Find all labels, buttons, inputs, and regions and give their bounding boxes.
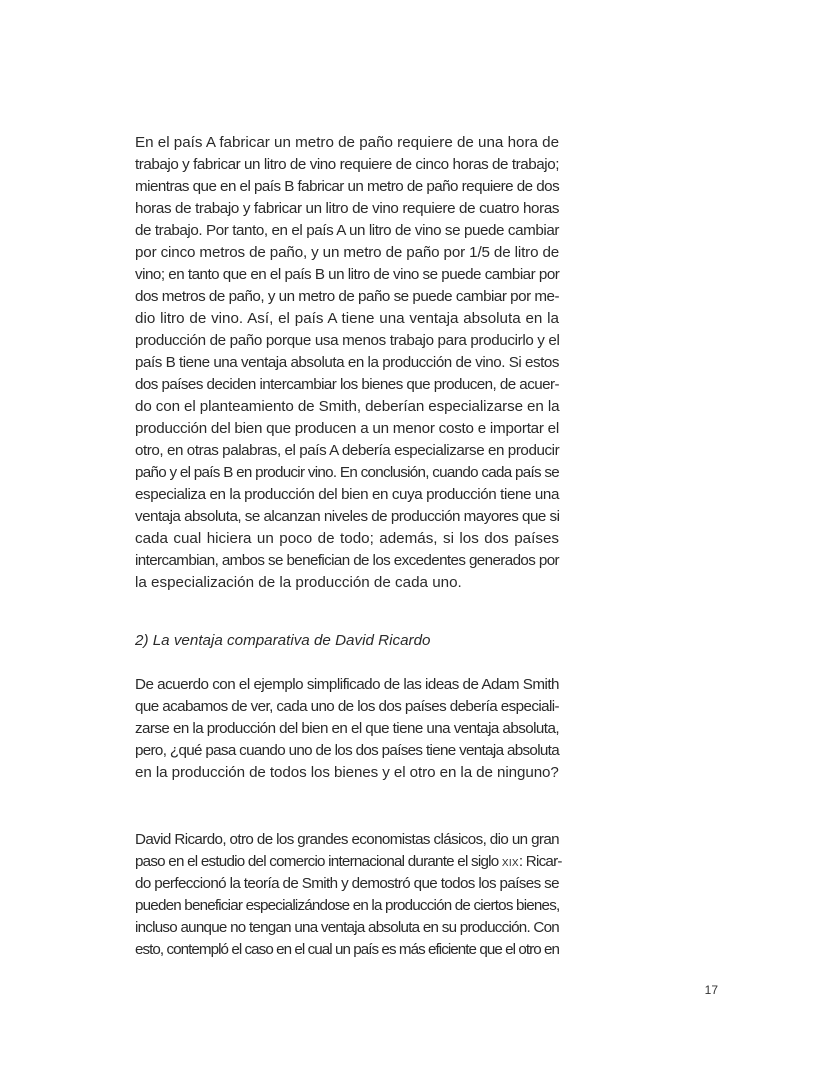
text-line: incluso aunque no tengan una ventaja absoluta en su producción. Con — [135, 919, 559, 936]
paragraph-david-ricardo — [135, 829, 562, 961]
text-line: ventaja absoluta, se alcanzan niveles de producción mayores que si — [135, 508, 560, 525]
text-line: David Ricardo, otro de los grandes economistas clásicos, dio un gran — [135, 831, 559, 848]
text-line: dio litro de vino. Así, el país A tiene una ventaja absoluta en la — [135, 310, 559, 327]
text-line: zarse en la producción del bien en el que tiene una ventaja absoluta, — [135, 720, 559, 737]
text-segment: : Ricar- — [518, 853, 562, 870]
text-line: horas de trabajo y fabricar un litro de vino requiere de cuatro horas — [135, 200, 560, 217]
text-line: do con el planteamiento de Smith, deberían especializarse en la — [135, 398, 560, 415]
page-number: 17 — [704, 983, 718, 997]
text-line: pueden beneficiar especializándose en la producción de ciertos bienes, — [135, 897, 560, 914]
paragraph-absolute-advantage-example — [135, 132, 559, 594]
text-line: que acabamos de ver, cada uno de los dos países debería especiali- — [135, 698, 559, 715]
text-line: trabajo y fabricar un litro de vino requiere de cinco horas de trabajo; — [135, 156, 560, 173]
text-line: do perfeccionó la teoría de Smith y demostró que todos los países se — [135, 875, 559, 892]
text-line: paño y el país B en producir vino. En conclusión, cuando cada país se — [135, 464, 559, 481]
text-line: otro, en otras palabras, el país A debería especializarse en producir — [135, 442, 560, 459]
text-line: De acuerdo con el ejemplo simplificado de las ideas de Adam Smith — [135, 676, 559, 693]
paragraph-question — [135, 674, 559, 784]
text-line: dos metros de paño, y un metro de paño se puede cambiar por me- — [135, 288, 560, 305]
text-line: por cinco metros de paño, y un metro de paño por 1/5 de litro de — [135, 244, 560, 261]
text-line: intercambian, ambos se benefician de los excedentes generados por — [135, 552, 559, 569]
text-line — [135, 851, 562, 873]
text-line: especializa en la producción del bien en cuya producción tiene una — [135, 486, 559, 503]
text-line: vino; en tanto que en el país B un litro de vino se puede cambiar por — [135, 266, 560, 283]
text-line: cada cual hiciera un poco de todo; además, si los dos países — [135, 530, 559, 547]
text-line: de trabajo. Por tanto, en el país A un litro de vino se puede cambiar — [135, 222, 559, 239]
text-line: dos países deciden intercambiar los bienes que producen, de acuer- — [135, 376, 559, 393]
century-numeral: XIX — [501, 858, 519, 869]
text-segment: paso en el estudio del comercio internacional durante el siglo — [135, 853, 502, 870]
text-line: En el país A fabricar un metro de paño requiere de una hora de — [135, 134, 559, 151]
text-line: la especialización de la producción de cada uno. — [135, 574, 462, 591]
text-line: en la producción de todos los bienes y el otro en la de ninguno? — [135, 764, 559, 781]
text-line: pero, ¿qué pasa cuando uno de los dos países tiene ventaja absoluta — [135, 742, 559, 759]
text-line: producción de paño porque usa menos trabajo para producirlo y el — [135, 332, 560, 349]
text-line: producción del bien que producen a un menor costo e importar el — [135, 420, 560, 437]
text-line: país B tiene una ventaja absoluta en la producción de vino. Si estos — [135, 354, 559, 371]
text-line: mientras que en el país B fabricar un metro de paño requiere de dos — [135, 178, 560, 195]
text-line: esto, contempló el caso en el cual un país es más eficiente que el otro en — [135, 941, 559, 958]
section-heading: 2) La ventaja comparativa de David Ricardo — [135, 632, 431, 649]
